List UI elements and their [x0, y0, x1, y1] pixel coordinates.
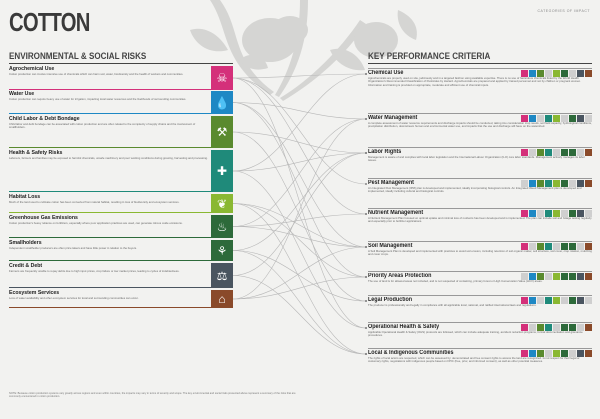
impact-category-icon [569, 115, 576, 122]
connection-line [233, 103, 366, 120]
kpi-impact-icons [521, 243, 592, 250]
page-title: COTTON [9, 7, 90, 37]
child-worker-icon: ⚒ [211, 116, 233, 148]
kpi-item [368, 178, 592, 206]
impact-category-icon [553, 243, 560, 250]
connection-line [233, 119, 366, 299]
risk-description: Child labor and debt bondage can be associated with cotton production and are often related to the complexity of supply chains and the involvement of smallholders. [9, 123, 196, 130]
impact-category-icon [577, 243, 584, 250]
skull-crossbones-icon: ☠ [211, 66, 233, 90]
impact-category-icon [569, 180, 576, 187]
impact-category-icon [585, 273, 592, 280]
impact-category-icon [561, 149, 568, 156]
impact-category-icon [521, 210, 528, 217]
impact-category-icon [545, 210, 552, 217]
connection-endpoint [365, 246, 367, 248]
risk-title: Water Use [9, 91, 35, 97]
kpi-description: Management is aware of and complies with local labor legislation and the International Labour Organization (ILO) core labor standards. Management actively manages its labor issues. [368, 156, 586, 163]
impact-category-icon [561, 243, 568, 250]
impact-category-icon [577, 350, 584, 357]
kpi-divider [368, 68, 592, 69]
impact-category-icon [561, 324, 568, 331]
risk-title: Greenhouse Gas Emissions [9, 215, 78, 221]
risk-color-bar [9, 287, 227, 289]
impact-category-icon [529, 324, 536, 331]
impact-category-icon [529, 180, 536, 187]
risk-item [9, 66, 227, 90]
connection-endpoint [365, 118, 367, 120]
connection-line [233, 78, 366, 214]
kpi-divider [368, 271, 592, 272]
risk-title: Agrochemical Use [9, 66, 55, 72]
connection-line [233, 251, 366, 355]
injured-worker-icon: ✚ [211, 150, 233, 192]
impact-category-icon [545, 324, 552, 331]
risk-title: Smallholders [9, 240, 42, 246]
impact-category-icon [553, 210, 560, 217]
connection-line [233, 78, 366, 328]
kpi-divider [368, 113, 592, 114]
connection-endpoint [365, 300, 367, 302]
kpi-title: Chemical Use [368, 70, 404, 76]
connection-line [233, 277, 366, 299]
connection-line [233, 153, 366, 251]
impact-category-icon [561, 180, 568, 187]
impact-category-icon [569, 210, 576, 217]
kpi-item [368, 113, 592, 145]
risk-title: Health & Safety Risks [9, 150, 63, 156]
impact-category-icon [529, 297, 536, 304]
connection-endpoint [365, 152, 367, 154]
kpi-impact-icons [521, 324, 592, 331]
impact-category-icon [521, 350, 528, 357]
risk-description: Loss of water availability and other ecosystem services for local and surrounding communities can occur. [9, 297, 139, 300]
kpi-item [368, 208, 592, 239]
impact-category-icon [521, 115, 528, 122]
impact-category-icon [521, 243, 528, 250]
risk-title: Credit & Debt [9, 263, 43, 269]
impact-category-icon [521, 324, 528, 331]
kpi-title: Pest Management [368, 180, 414, 186]
risk-description: Cotton production can involve intensive use of chemicals which can harm soil, water, biodiversity and the health of workers and communities. [9, 73, 184, 76]
risk-item [9, 290, 227, 308]
risk-title: Habitat Loss [9, 194, 41, 200]
kpi-title: Priority Areas Protection [368, 273, 432, 279]
impact-category-icon [569, 149, 576, 156]
impact-category-icon [537, 149, 544, 156]
impact-category-icon [545, 70, 552, 77]
impact-category-icon [569, 324, 576, 331]
risk-title: Ecosystem Services [9, 290, 60, 296]
kpi-divider [368, 322, 592, 323]
impact-category-icon [577, 324, 584, 331]
impact-category-icon [561, 273, 568, 280]
impact-category-icon [529, 70, 536, 77]
impact-category-icon [529, 210, 536, 217]
kpi-description: A complete assessment of water resource requirements and discharge impacts should be conducted, taking into consideration crop needs, soil field capacity, hydrological conditions, precipitation distribution, downstream human and environmental water use, and impacts that the use and discharge will have on the watershed. [368, 122, 592, 129]
impact-category-icon [537, 243, 544, 250]
kpi-title: Soil Management [368, 243, 413, 249]
connection-line [233, 74, 366, 78]
butterfly-icon: ❦ [211, 194, 233, 213]
kpi-impact-icons [521, 149, 592, 156]
impact-category-icon [537, 70, 544, 77]
impact-category-icon [569, 70, 576, 77]
kpi-title: Labor Rights [368, 149, 402, 155]
impact-category-icon [585, 115, 592, 122]
connection-line [233, 103, 366, 278]
risk-item [9, 116, 227, 148]
risk-color-bar [9, 113, 227, 115]
kpi-title: Water Management [368, 115, 418, 121]
impact-category-icon [545, 180, 552, 187]
impact-category-icon [529, 115, 536, 122]
impact-category-icon [553, 149, 560, 156]
impact-category-icon [569, 350, 576, 357]
kpi-item [368, 322, 592, 346]
connection-endpoint [365, 213, 367, 215]
kpi-divider [368, 348, 592, 349]
impact-category-icon [537, 324, 544, 331]
impact-category-icon [521, 149, 528, 156]
kpi-item [368, 271, 592, 293]
impact-category-icon [553, 297, 560, 304]
kpi-description: The rights of local actors are respected, which can be assessed by: demonstrated and free consent rights to access the land are recognized. Is not respect for their legal or customary rights, negotiations with indigenous people based on FPIC (free, prior, and informed consent), as well as other potential measures. [368, 357, 580, 364]
impact-category-icon [521, 70, 528, 77]
impact-category-icon [585, 180, 592, 187]
risk-color-bar [9, 147, 227, 149]
farmer-icon: ⚘ [211, 240, 233, 261]
kpi-divider [368, 208, 592, 209]
kpi-description: The use of land is for allowed areas not included, and is not suspected of containing, primary forest or High Conservation Value (HCV) areas. [368, 280, 543, 283]
risk-description: Cotton production's heavy reliance on fertilizers, especially where poor application practices are used, can generate nitrous oxide emissions. [9, 222, 183, 225]
impact-category-icon [553, 350, 560, 357]
connection-line [233, 78, 366, 184]
risk-color-bar [9, 89, 227, 91]
connection-line [233, 153, 366, 171]
impact-category-icon [577, 70, 584, 77]
impact-category-icon [561, 350, 568, 357]
impact-category-icon [537, 273, 544, 280]
impact-category-icon [577, 297, 584, 304]
kpi-impact-icons [521, 273, 592, 280]
impact-category-icon [577, 115, 584, 122]
connection-line [233, 74, 366, 171]
risk-description: Farmers are frequently unable to repay debts due to high input prices, crop failure or low market prices, leading to cycles of indebtedness. [9, 270, 180, 273]
impact-category-icon [537, 180, 544, 187]
impact-category-icon [529, 273, 536, 280]
kpi-divider [368, 241, 592, 242]
risk-item [9, 91, 227, 114]
connection-endpoint [365, 353, 367, 355]
kpi-item [368, 295, 592, 320]
impact-category-icon [569, 243, 576, 250]
impact-category-icon [529, 350, 536, 357]
impact-category-icon [553, 273, 560, 280]
impact-category-icon [561, 70, 568, 77]
impact-category-icon [521, 273, 528, 280]
house-icon: ⌂ [211, 290, 233, 308]
kpi-description: Agrochemicals are properly used on site, judiciously and in a targeted fashion using available expertise. There is no use of hazardous chemicals listed by the World Health Organization's Recommended Classification of Pesticides by Hazard. Agrochemicals are prepared and applied by trained personnel and not by children or pregnant women. Information and training is provided on appropriate, moderate and efficient use of chemical inputs. [368, 77, 581, 87]
kpi-divider [368, 178, 592, 179]
connection-line [233, 227, 366, 248]
impact-category-icon [577, 210, 584, 217]
kpi-impact-icons [521, 180, 592, 187]
connection-endpoint [365, 73, 367, 75]
kpi-impact-icons [521, 210, 592, 217]
debt-worker-icon: ⚖ [211, 263, 233, 288]
connection-endpoint [365, 327, 367, 329]
kpi-description: The producer is professionally and legally in compliance with all applicable local, national, and ratified international laws and regulations. [368, 304, 537, 307]
risk-item [9, 150, 227, 192]
risk-color-bar [9, 191, 227, 193]
kpi-description: Applicable Operational Health & Safety (OHS) protocols are followed, which can include adequate training, accident reduction programs, formal documentation and grievance procedures. [368, 331, 583, 338]
impact-category-icon [585, 297, 592, 304]
risk-description: Cotton production can require heavy use of water for irrigation, impacting local water resources and the livelihoods of surrounding communities. [9, 98, 187, 101]
kpi-section-title: KEY PERFORMANCE CRITERIA [368, 51, 491, 62]
impact-category-icon [585, 70, 592, 77]
impact-category-icon [545, 243, 552, 250]
impact-category-icon [529, 149, 536, 156]
kpi-title: Operational Health & Safety [368, 324, 440, 330]
impact-category-icon [561, 115, 568, 122]
kpi-divider [368, 147, 592, 148]
impact-category-icon [529, 243, 536, 250]
impact-category-icon [569, 297, 576, 304]
kpi-item [368, 241, 592, 269]
kpi-impact-icons [521, 350, 592, 357]
risk-description: Laborers, farmers and families may be exposed to harmful chemicals, unsafe machinery and poor working conditions during growing, harvesting and processing. [9, 157, 208, 160]
risks-section-title: ENVIRONMENTAL & SOCIAL RISKS [9, 51, 147, 62]
impact-category-icon [577, 180, 584, 187]
risk-description: Independent smallholder producers are often price takers and have little power in relation to the buyers. [9, 247, 137, 250]
impact-category-icon [553, 180, 560, 187]
impact-category-icon [577, 149, 584, 156]
impact-category-icon [521, 180, 528, 187]
impact-category-icon [561, 210, 568, 217]
factory-emissions-icon: ♨ [211, 215, 233, 238]
kpi-title: Legal Production [368, 297, 413, 303]
kpi-impact-icons [521, 297, 592, 304]
kpi-description: A Soil Management Plan is developed and implemented with practices to avoid soil erosion, including retention of soil organic matter, soil structure, soil cover, crop rotation, mulching and cover crops. [368, 250, 592, 257]
impact-category-icon [585, 149, 592, 156]
impact-category-icon [537, 350, 544, 357]
impact-category-icon [569, 273, 576, 280]
kpi-divider [368, 295, 592, 296]
risk-item [9, 240, 227, 261]
impact-category-icon [585, 210, 592, 217]
impact-category-icon [545, 297, 552, 304]
kpi-item [368, 68, 592, 110]
kpi-item [368, 147, 592, 176]
impact-category-icon [545, 115, 552, 122]
impact-category-icon [537, 297, 544, 304]
connection-line [233, 132, 366, 153]
connection-endpoint [365, 183, 367, 185]
kpi-title: Nutrient Management [368, 210, 424, 216]
impact-category-icon [545, 149, 552, 156]
risk-description: Much of the land used to cultivate cotton has been converted from natural habitat, resulting in loss of biodiversity and ecosystem services. [9, 201, 180, 204]
impact-category-icon [545, 350, 552, 357]
impact-category-icon [545, 273, 552, 280]
impact-category-icon [553, 115, 560, 122]
risk-color-bar [9, 237, 227, 239]
connection-endpoint [365, 276, 367, 278]
kpi-impact-icons [521, 115, 592, 122]
connection-line [233, 276, 366, 355]
footnote: NOTE: Because cotton production systems vary greatly across regions and even within countries, the impacts may vary in terms of severity and scope. The key environmental and social risks presented above represent a summary of the risks that are commonly encountered in cotton production. [9, 392, 296, 399]
impact-category-icon [521, 297, 528, 304]
risk-item [9, 263, 227, 288]
impact-category-icon [585, 324, 592, 331]
risk-item [9, 194, 227, 213]
categories-note: CATEGORIES OF IMPACT [537, 9, 590, 13]
risk-color-bar [9, 260, 227, 262]
kpi-description: A Nutrient Management Plan focused on optimal uptake and minimal loss of nutrients has been developed and is implemented. The plan can include soil and foliage testing regularly and especially prior to fertilizer applications. [368, 217, 592, 224]
kpi-description: An Integrated Pest Management (IPM) plan is developed and implemented, ideally incorporating biological controls. An Integrated Weed Management plan is developed and implemented, ideally including cultural and biological controls. [368, 187, 582, 194]
impact-category-icon [577, 273, 584, 280]
impact-category-icon [585, 350, 592, 357]
risk-color-bar [9, 212, 227, 214]
kpi-item [368, 348, 592, 390]
impact-category-icon [553, 324, 560, 331]
impact-category-icon [537, 210, 544, 217]
water-drop-icon: 💧 [211, 91, 233, 114]
kpi-impact-icons [521, 70, 592, 77]
risk-color-bar [9, 307, 227, 309]
impact-category-icon [561, 297, 568, 304]
kpi-title: Local & Indigenous Communities [368, 350, 454, 356]
impact-category-icon [553, 70, 560, 77]
risk-item [9, 215, 227, 238]
impact-category-icon [537, 115, 544, 122]
risk-title: Child Labor & Debt Bondage [9, 116, 80, 122]
connection-line [233, 153, 366, 276]
impact-category-icon [585, 243, 592, 250]
